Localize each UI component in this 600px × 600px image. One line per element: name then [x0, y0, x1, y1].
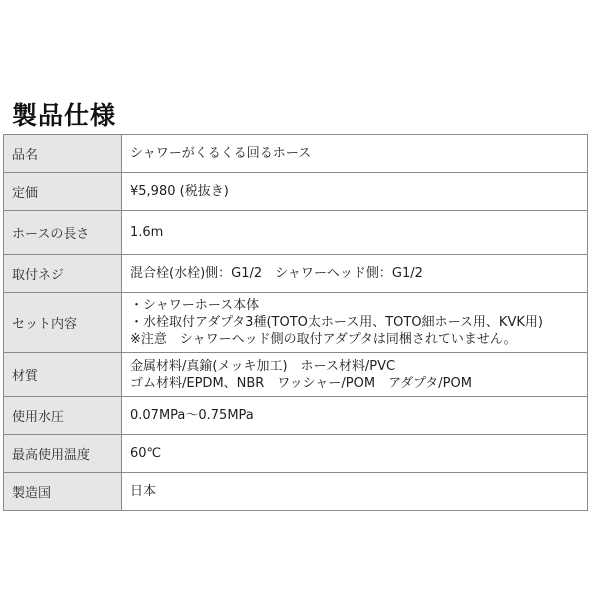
row-label-product-name: 品名 [4, 135, 122, 173]
table-row [4, 173, 588, 211]
table-row [4, 211, 588, 255]
value-line: ※注意 シャワーヘッド側の取付アダプタは同梱されていません。 [130, 332, 517, 347]
value-line: 0.07MPa～0.75MPa [130, 408, 254, 423]
row-value-water-pressure [122, 397, 588, 435]
row-value-list-price [122, 173, 588, 211]
value-line: ゴム材料/EPDM、NBR ワッシャー/POM アダプタ/POM [130, 375, 472, 391]
table-row [4, 397, 588, 435]
value-line: ¥5,980 (税抜き) [130, 184, 229, 199]
table-row [4, 353, 588, 397]
page-title: 製品仕様 [12, 101, 117, 130]
value-line: 混合栓(水栓)側：G1/2 シャワーヘッド側：G1/2 [130, 266, 423, 281]
table-row [4, 473, 588, 511]
row-label-country: 製造国 [4, 473, 122, 511]
row-label-hose-length: ホースの長さ [4, 211, 122, 255]
value-line: 日本 [130, 484, 157, 499]
table-row [4, 255, 588, 293]
table-row [4, 293, 588, 353]
row-label-max-temperature: 最高使用温度 [4, 435, 122, 473]
row-value-set-contents [122, 293, 588, 353]
table-row [4, 435, 588, 473]
value-line: 1.6m [130, 225, 164, 240]
row-label-list-price: 定価 [4, 173, 122, 211]
row-value-max-temperature [122, 435, 588, 473]
value-line: ・水栓取付アダプタ3種(TOTO太ホース用、TOTO細ホース用、KVK用) [130, 315, 543, 330]
spec-table [3, 134, 588, 511]
row-value-product-name [122, 135, 588, 173]
table-row [4, 135, 588, 173]
row-label-thread: 取付ネジ [4, 255, 122, 293]
row-label-material: 材質 [4, 353, 122, 397]
row-value-hose-length [122, 211, 588, 255]
row-label-water-pressure: 使用水圧 [4, 397, 122, 435]
row-value-country [122, 473, 588, 511]
row-value-material [122, 353, 588, 397]
value-line: 60℃ [130, 446, 162, 461]
value-line: ・シャワーホース本体 [130, 298, 260, 313]
value-line: 金属材料/真鍮(メッキ加工) ホース材料/PVC [130, 358, 396, 374]
value-line: シャワーがくるくる回るホース [130, 146, 312, 161]
row-value-thread [122, 255, 588, 293]
row-label-set-contents: セット内容 [4, 293, 122, 353]
